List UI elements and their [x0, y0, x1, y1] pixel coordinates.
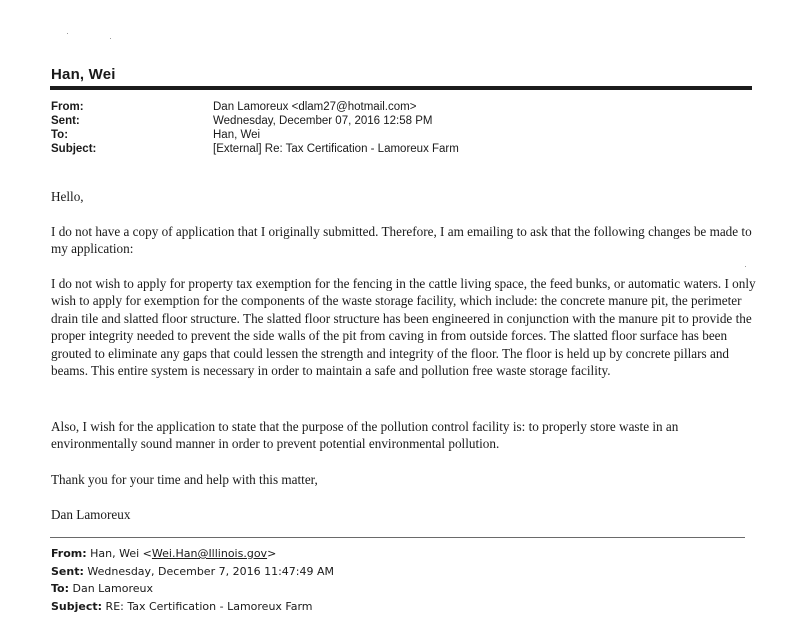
paragraph-1-text: I do not have a copy of application that I originally submitted. Therefore, I am emailing to ask that the following changes be made to my application: [51, 224, 752, 257]
header-divider [50, 86, 752, 90]
from-label: From: [51, 101, 84, 113]
email-paragraph-1 [51, 223, 756, 258]
header-sent-row [0, 115, 800, 129]
signature-text: Dan Lamoreux [51, 507, 131, 522]
header-to-row [0, 129, 800, 143]
greeting-text: Hello, [51, 189, 84, 204]
paragraph-2-text: I do not wish to apply for property tax exemption for the fencing in the cattle living space, the feed bunks, or automatic waters. I only wish to apply for exemption for the components of the waste storage facility, which include: the concrete manure pit, the perimeter drain tile and slatted floor structure. The slatted floor structure has been engineered in conjunction with the manure pit to provide the proper integrity needed to prevent the side walls of the pit from caving in from outside forces. The slatted floor surface has been grouted to eliminate any gaps that could lessen the strength and integrity of the floor. The floor is held up by concrete pillars and beams. This entire system is necessary in order to maintain a safe and pollution free waste storage facility. [51, 276, 756, 379]
reply-divider [50, 537, 745, 538]
reply-from-label: From: [51, 547, 87, 560]
email-paragraph-4 [51, 471, 756, 488]
reply-to-label: To: [51, 582, 69, 595]
sent-label: Sent: [51, 115, 80, 127]
header-subject-row [0, 143, 800, 157]
reply-subject-label: Subject: [51, 599, 103, 613]
to-value: Han, Wei [213, 129, 261, 141]
reply-sent-label: Sent: [51, 564, 84, 578]
email-signature [51, 506, 756, 523]
email-greeting [51, 188, 756, 205]
email-paragraph-2 [51, 275, 756, 379]
to-label: To: [51, 129, 69, 141]
header-from-row [0, 101, 800, 115]
reply-subject-row [51, 598, 334, 616]
subject-label: Subject: [51, 143, 97, 155]
reply-from-close: > [267, 547, 277, 560]
scan-speck [745, 266, 746, 267]
reply-to-value: Dan Lamoreux [72, 582, 154, 595]
reply-from-name: Han, Wei < [90, 547, 152, 560]
scan-speck [67, 33, 68, 34]
mailbox-owner-name: Han, Wei [51, 66, 116, 83]
reply-from-email-link[interactable]: Wei.Han@Illinois.gov [151, 547, 268, 560]
reply-from-row [51, 545, 334, 563]
quoted-reply-header [51, 545, 334, 615]
email-paragraph-3 [51, 418, 756, 453]
reply-to-row [51, 580, 334, 598]
sent-value: Wednesday, December 07, 2016 12:58 PM [213, 115, 433, 127]
reply-sent-row [51, 563, 334, 581]
reply-sent-value: Wednesday, December 7, 2016 11:47:49 AM [87, 564, 334, 578]
reply-subject-value: RE: Tax Certification - Lamoreux Farm [105, 599, 313, 613]
paragraph-4-text: Thank you for your time and help with this matter, [51, 472, 318, 487]
scan-speck [110, 38, 111, 39]
subject-value: [External] Re: Tax Certification - Lamoreux Farm [213, 143, 459, 155]
from-value: Dan Lamoreux <dlam27@hotmail.com> [213, 101, 417, 113]
paragraph-3-text: Also, I wish for the application to state that the purpose of the pollution control facility is: to properly store waste in an environmentally sound manner in order to prevent potential environmental pollution. [51, 419, 679, 452]
